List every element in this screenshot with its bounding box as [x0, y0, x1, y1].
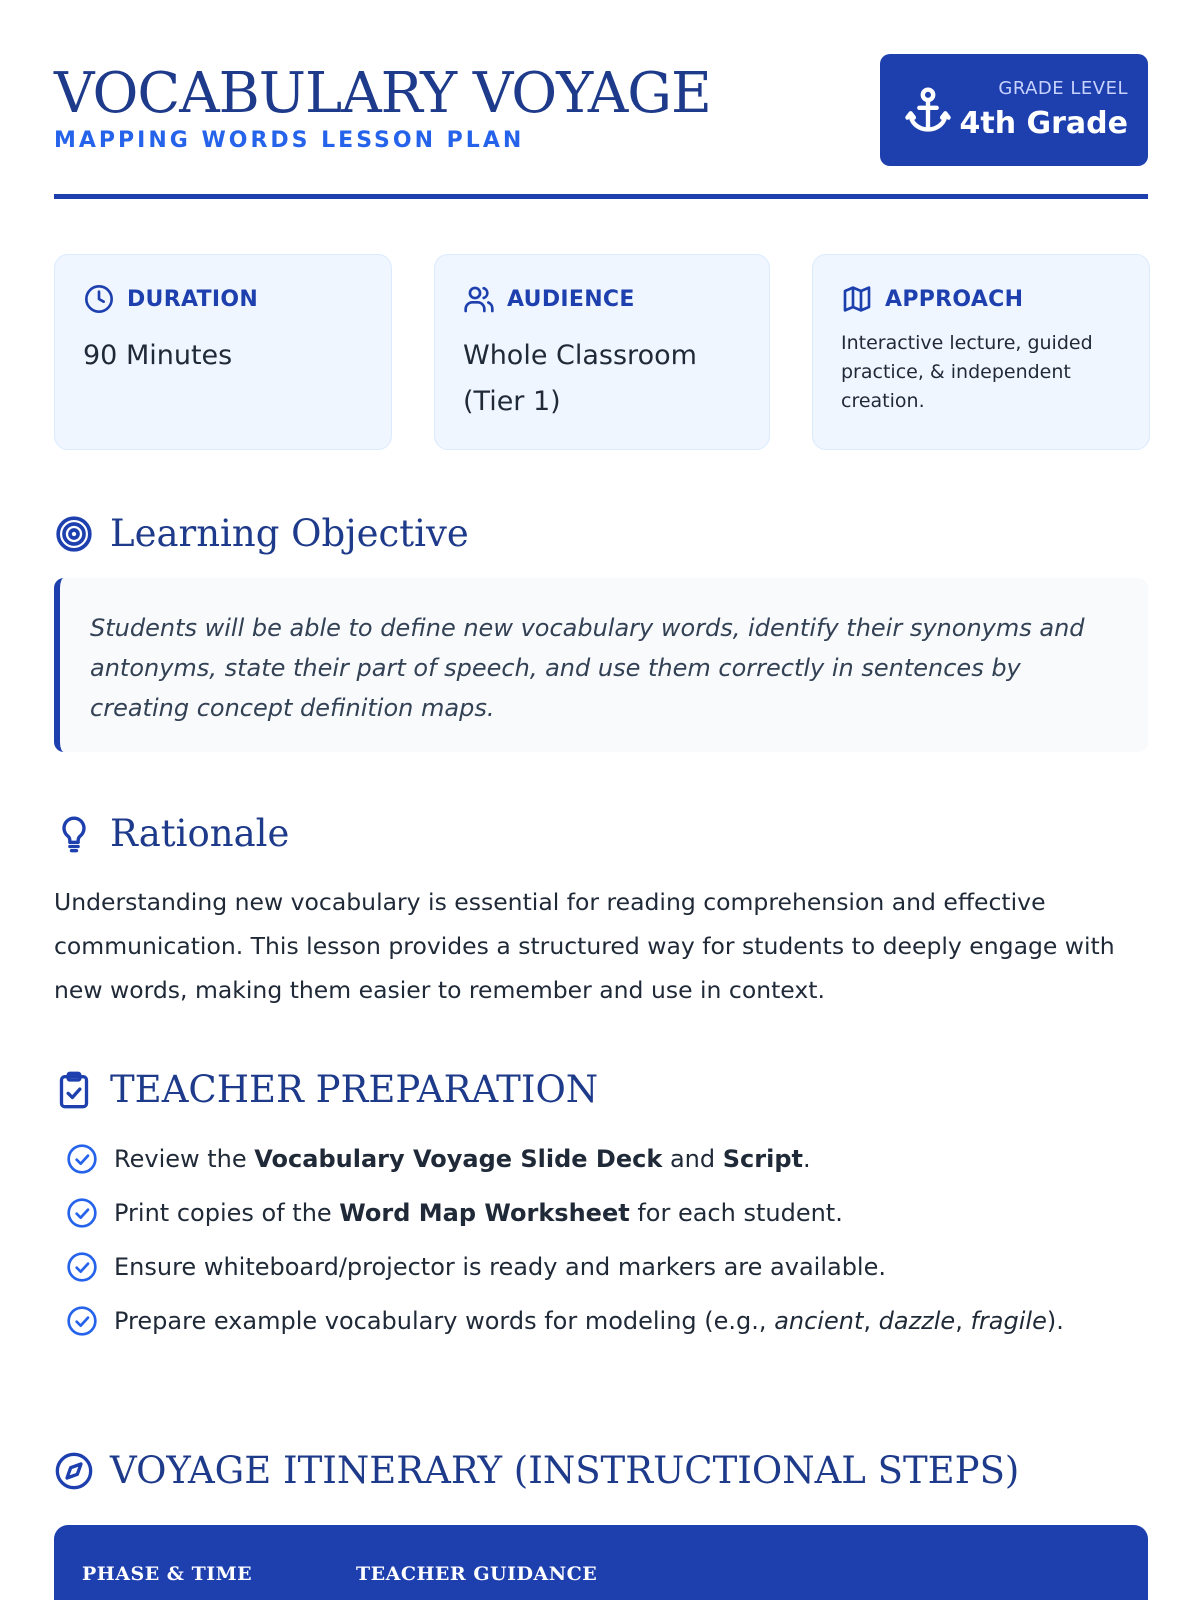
target-icon	[54, 514, 94, 554]
list-item-text: Prepare example vocabulary words for modeling (e.g., ancient, dazzle, fragile).	[114, 1307, 1064, 1335]
map-icon	[841, 283, 873, 315]
rationale-title: Rationale	[110, 812, 290, 855]
page-title: VOCABULARY VOYAGE	[54, 61, 711, 126]
list-item-text: Ensure whiteboard/projector is ready and markers are available.	[114, 1253, 886, 1281]
approach-value: Interactive lecture, guided practice, & independent creation.	[841, 332, 1093, 412]
check-circle-icon	[66, 1143, 98, 1175]
rationale-text: Understanding new vocabulary is essential for reading comprehension and effective communication. This lesson provides a structured way for students to deeply engage with new words, making them easier to remember and use in context.	[54, 888, 1115, 1004]
itinerary-title: VOYAGE ITINERARY (INSTRUCTIONAL STEPS)	[110, 1449, 1020, 1492]
grade-level-badge	[880, 54, 1148, 166]
itinerary-table-header	[54, 1525, 1148, 1600]
objective-title: Learning Objective	[110, 512, 469, 555]
objective-heading	[54, 512, 469, 555]
clipboard-check-icon	[54, 1070, 94, 1110]
audience-value-line-1: Whole Classroom	[463, 340, 697, 371]
check-circle-icon	[66, 1251, 98, 1283]
grade-level-value: 4th Grade	[959, 106, 1128, 141]
audience-value	[463, 333, 749, 425]
objective-text: Students will be able to define new vocabulary words, identify their synonyms and antonyms, state their part of speech, and use them correctly in sentences by creating concept definition maps.	[54, 578, 1148, 752]
check-circle-icon	[66, 1197, 98, 1229]
header	[54, 52, 1148, 202]
duration-label: DURATION	[127, 286, 259, 312]
audience-value-line-2: (Tier 1)	[463, 386, 561, 417]
itinerary-heading	[54, 1449, 1019, 1492]
clock-icon	[83, 283, 115, 315]
users-icon	[463, 283, 495, 315]
audience-card	[434, 254, 770, 450]
header-divider	[54, 194, 1148, 199]
column-header-guidance: TEACHER GUIDANCE	[356, 1563, 598, 1585]
duration-card	[54, 254, 392, 450]
anchor-icon	[902, 84, 954, 136]
check-circle-icon	[66, 1305, 98, 1337]
approach-label: APPROACH	[885, 286, 1024, 312]
duration-value: 90 Minutes	[83, 340, 233, 371]
list-item	[66, 1132, 1146, 1186]
preparation-checklist	[66, 1132, 1146, 1348]
list-item	[66, 1294, 1146, 1348]
lightbulb-icon	[54, 814, 94, 854]
column-header-phase: PHASE & TIME	[82, 1563, 253, 1585]
list-item-text: Print copies of the Word Map Worksheet for each student.	[114, 1199, 843, 1227]
list-item-text: Review the Vocabulary Voyage Slide Deck and Script.	[114, 1145, 811, 1173]
approach-card	[812, 254, 1150, 450]
preparation-heading	[54, 1068, 598, 1111]
list-item	[66, 1186, 1146, 1240]
preparation-title: TEACHER PREPARATION	[110, 1068, 599, 1111]
page-subtitle: MAPPING WORDS LESSON PLAN	[54, 128, 525, 153]
compass-icon	[54, 1451, 94, 1491]
audience-label: AUDIENCE	[507, 286, 635, 312]
grade-level-label: GRADE LEVEL	[998, 78, 1128, 99]
rationale-heading	[54, 812, 289, 855]
list-item	[66, 1240, 1146, 1294]
